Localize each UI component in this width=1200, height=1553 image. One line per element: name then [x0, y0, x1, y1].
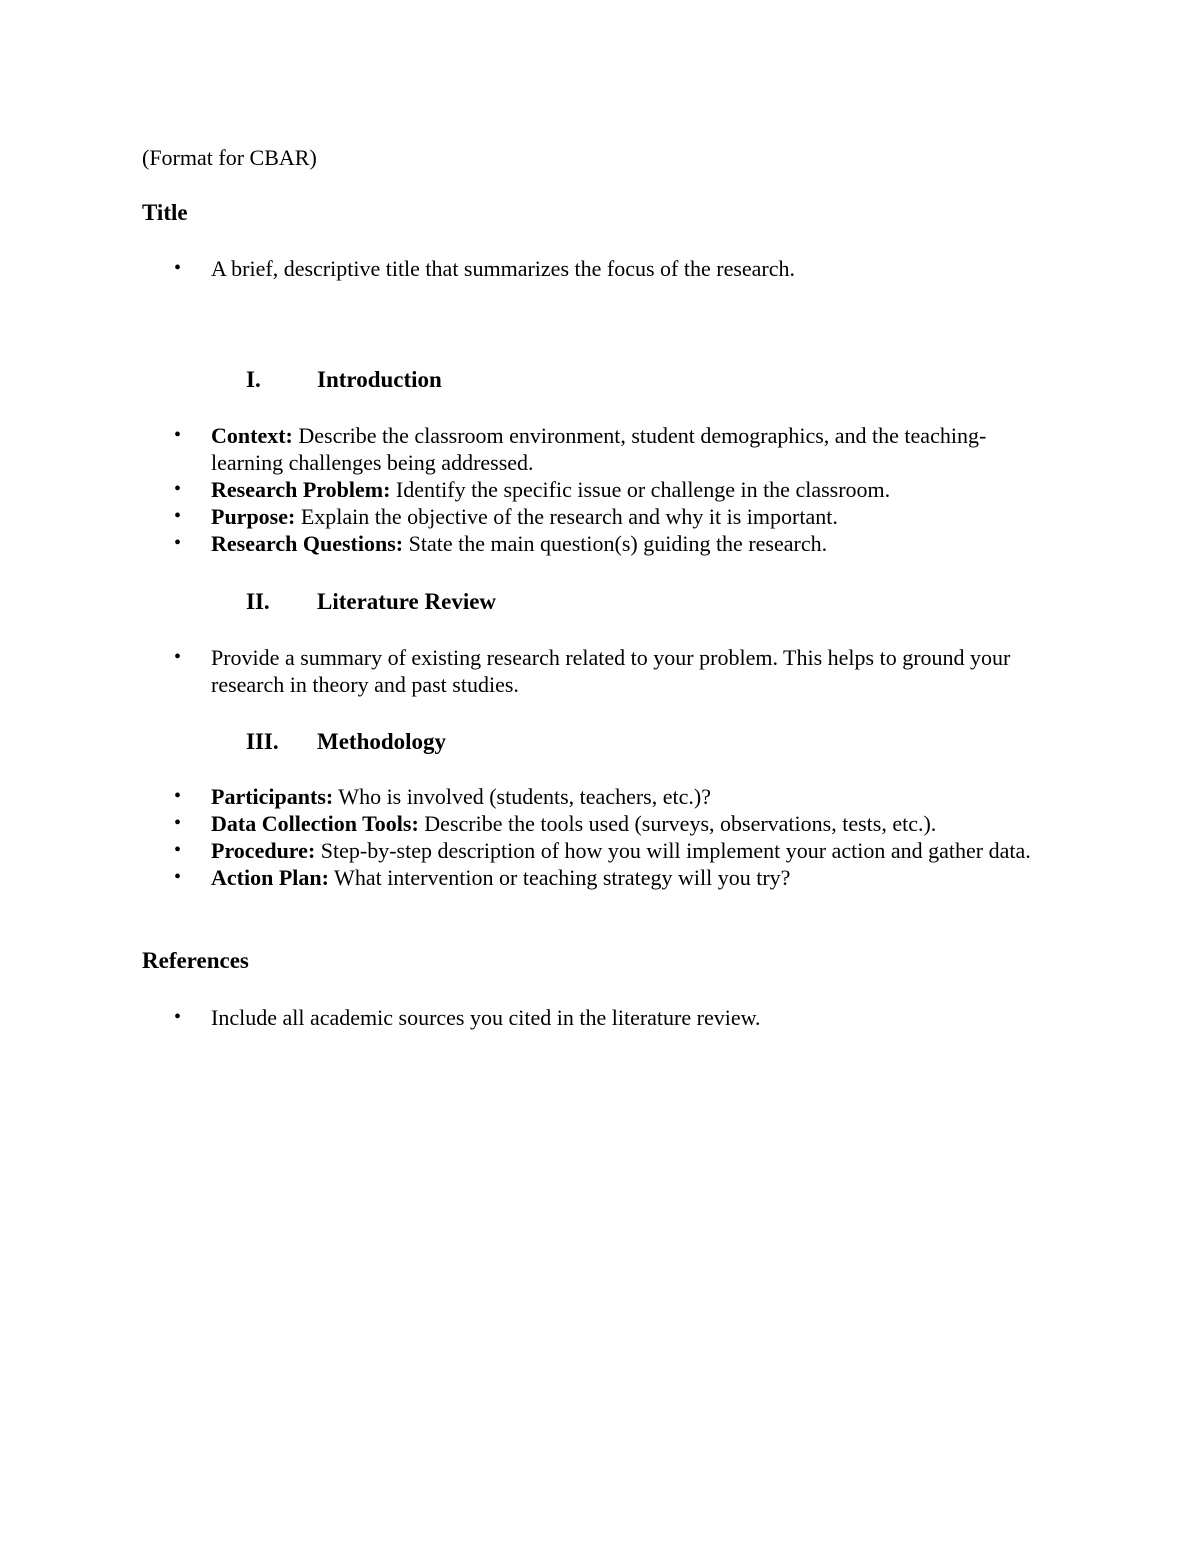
section-title-methodology: Methodology	[317, 729, 447, 754]
list-item: • Include all academic sources you cited in the literature review.	[174, 1005, 761, 1030]
bullet-icon: •	[174, 424, 182, 446]
references-heading: References	[142, 948, 249, 973]
bullet-icon: •	[174, 1006, 182, 1028]
section-number: III.	[246, 729, 279, 754]
list-item: • Participants: Who is involved (students, teachers, etc.)?	[174, 784, 711, 809]
format-note: (Format for CBAR)	[142, 145, 317, 170]
list-item: • Research Problem: Identify the specific issue or challenge in the classroom.	[174, 477, 891, 502]
section-title-literature-review: Literature Review	[317, 589, 497, 614]
list-item: • Action Plan: What intervention or teaching strategy will you try?	[174, 865, 791, 890]
methodology-bullet-list	[0, 783, 1051, 891]
references-bullet-list	[0, 1004, 1051, 1031]
section-number: I.	[246, 367, 261, 392]
literature-review-bullet-list	[0, 644, 1051, 698]
list-item: • Research Questions: State the main question(s) guiding the research.	[174, 531, 828, 556]
bullet-icon: •	[174, 646, 182, 668]
list-item: • Procedure: Step-by-step description of how you will implement your action and gather data.	[174, 838, 1031, 863]
bullet-icon: •	[174, 478, 182, 500]
bullet-icon: •	[174, 866, 182, 888]
title-bullet-list	[0, 255, 1051, 282]
bullet-icon: •	[174, 839, 182, 861]
section-number: II.	[246, 589, 270, 614]
bullet-icon: •	[174, 257, 182, 279]
section-title-introduction: Introduction	[317, 367, 442, 392]
list-item: • Provide a summary of existing research related to your problem. This helps to ground your research in theory and past studies.	[174, 645, 1011, 697]
list-item: • A brief, descriptive title that summarizes the focus of the research.	[174, 256, 796, 281]
bullet-icon: •	[174, 532, 182, 554]
bullet-icon: •	[174, 812, 182, 834]
bullet-icon: •	[174, 505, 182, 527]
list-item: • Context: Describe the classroom environment, student demographics, and the teaching-learning challenges being addressed.	[174, 423, 987, 475]
introduction-bullet-list	[0, 422, 1051, 557]
bullet-icon: •	[174, 785, 182, 807]
title-heading: Title	[142, 200, 188, 225]
list-item: • Data Collection Tools: Describe the tools used (surveys, observations, tests, etc.).	[174, 811, 937, 836]
list-item: • Purpose: Explain the objective of the research and why it is important.	[174, 504, 838, 529]
